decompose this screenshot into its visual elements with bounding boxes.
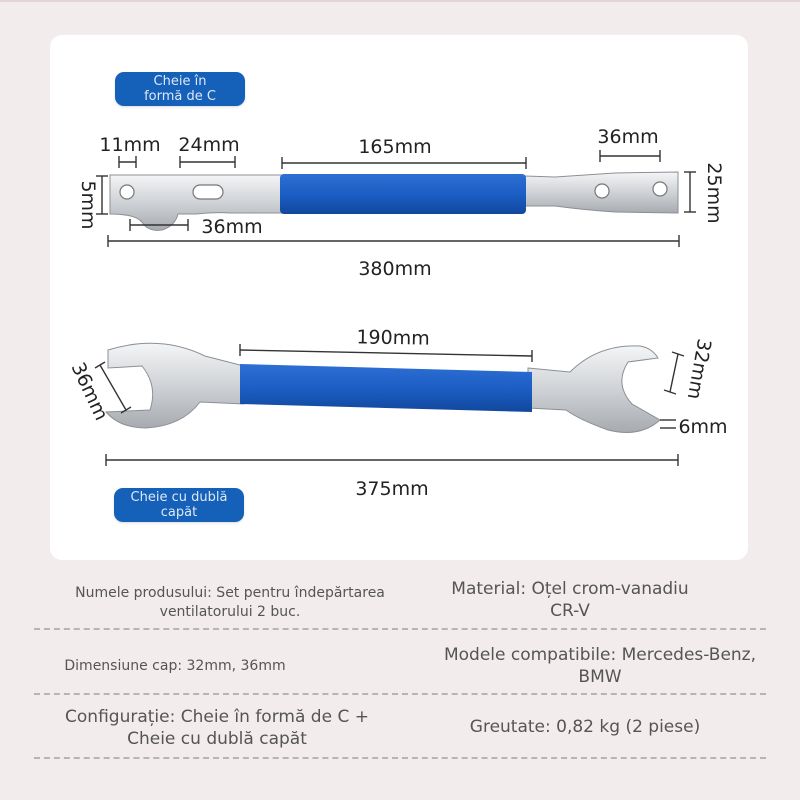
double-end-right-head (528, 346, 660, 433)
dim-25mm: 25mm (703, 162, 725, 224)
c-wrench (77, 126, 725, 280)
table-separator-3 (34, 757, 766, 759)
spec-material-line-1: Material: Oțel crom-vanadiu (451, 579, 689, 599)
badge-double-end-line-2: capăt (160, 505, 198, 520)
double-end-wrench (67, 326, 728, 500)
dim-6mm: 6mm (678, 416, 728, 438)
table-separator-1 (34, 628, 766, 630)
dim-32mm: 32mm (682, 336, 716, 402)
dim-165mm: 165mm (358, 136, 432, 158)
spec-configuration-line-1: Configurație: Cheie în formă de C + (65, 707, 369, 727)
dim-5mm: 5mm (77, 180, 99, 230)
badge-c-wrench (115, 72, 245, 106)
double-end-grip (240, 364, 532, 412)
c-wrench-slot-hole (193, 185, 223, 199)
spec-product-name: Numele produsului: Set pentru îndepărtarea ventilatorului 2 buc. (75, 585, 385, 620)
table-separator-2 (34, 693, 766, 695)
c-wrench-hole-right-2 (653, 182, 667, 196)
badge-double-end (114, 488, 244, 522)
dim-380mm: 380mm (358, 258, 432, 280)
dim-36mm-top: 36mm (597, 126, 659, 148)
badge-double-end-line-1: Cheie cu dublă (130, 490, 228, 505)
badge-c-wrench-line-1: Cheie în (153, 74, 207, 89)
badge-c-wrench-line-2: formă de C (144, 89, 216, 104)
spec-head-size: Dimensiune cap: 32mm, 36mm (64, 658, 286, 674)
spec-weight: Greutate: 0,82 kg (2 piese) (469, 717, 701, 737)
spec-configuration (52, 706, 382, 750)
dim-375mm: 375mm (355, 478, 429, 500)
double-end-left-head (106, 343, 244, 428)
c-wrench-hole-right-1 (595, 184, 609, 198)
spec-configuration-line-2: Cheie cu dublă capăt (127, 729, 307, 749)
spec-material (420, 578, 720, 622)
dim-36mm-left: 36mm (66, 359, 113, 424)
dim-190mm: 190mm (356, 326, 430, 350)
c-wrench-hole-small (120, 185, 134, 199)
dim-11mm: 11mm (99, 134, 161, 156)
spec-compatible (420, 644, 780, 688)
c-wrench-grip (280, 174, 526, 214)
dim-24mm: 24mm (178, 134, 240, 156)
spec-compatible-line-2: BMW (578, 667, 622, 687)
spec-compatible-line-1: Modele compatibile: Mercedes-Benz, (443, 645, 757, 665)
dim-36mm-bottom: 36mm (201, 216, 263, 238)
spec-material-line-2: CR-V (550, 601, 590, 621)
